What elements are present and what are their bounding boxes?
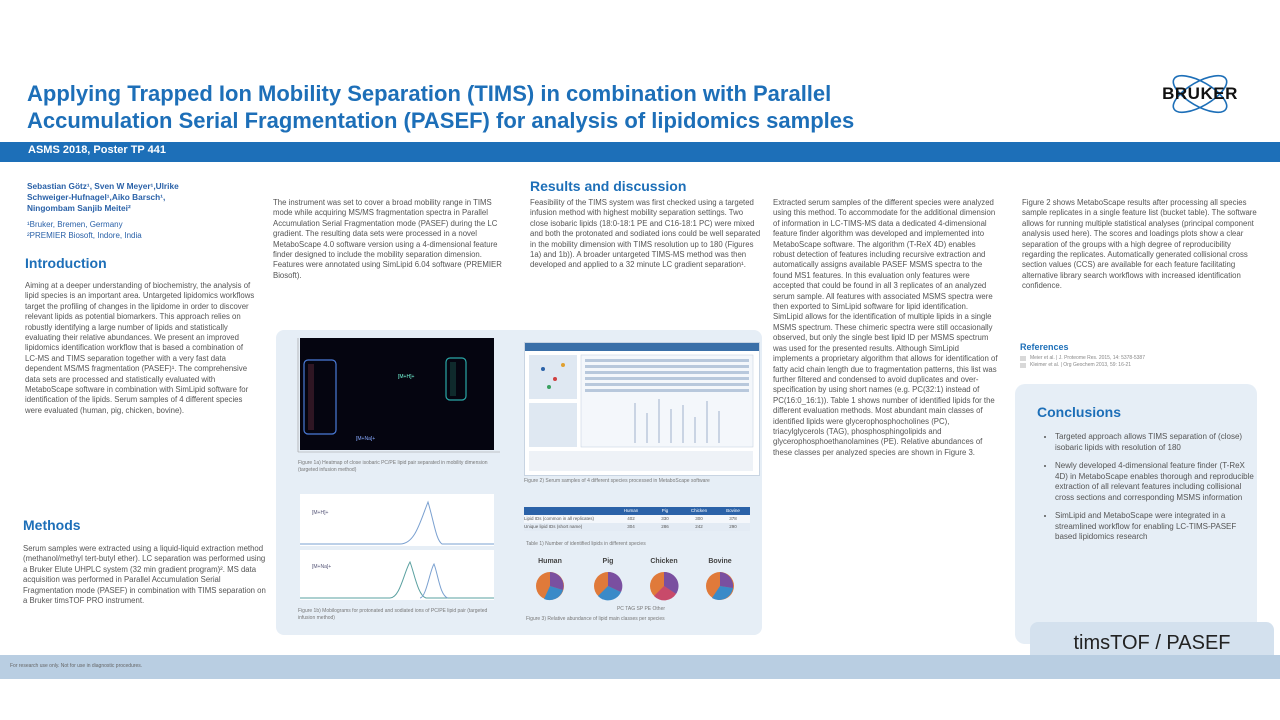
logo-text: BRUKER bbox=[1162, 84, 1238, 103]
references-heading: References bbox=[1020, 342, 1069, 352]
pie-title-human: Human bbox=[538, 558, 562, 565]
conclusion-item: • SimLipid and MetaboScape were integrated in a streamlined workflow for enabling LC-TIMS-PASEF based lipidomics research bbox=[1055, 511, 1255, 543]
affiliation: ²PREMIER Biosoft, Indore, India bbox=[27, 230, 142, 240]
table-cell: 402 bbox=[627, 516, 635, 521]
instrument-text: The instrument was set to cover a broad mobility range in TIMS mode while acquiring MS/MS fragmentation spectra in Parallel Accumulation Serial Fragmentation mode (PASEF) during the LC gradient. The resulting data sets were processed in a novel MetaboScape 4.0 software version using a 4-dimensional feature finder designed to include the mobility separation dimension. Features were annotated using SimLipid 6.04 software (PREMIER Biosoft). bbox=[273, 198, 502, 280]
fig1b-mobilogram bbox=[290, 492, 500, 602]
fig1a-heatmap bbox=[290, 338, 500, 454]
table-cell: 330 bbox=[661, 516, 669, 521]
reference-item: Meier et al. | J. Proteome Res. 2015, 14: 5378-5387 bbox=[1020, 355, 1260, 362]
tagline-text: timsTOF / PASEF bbox=[1073, 632, 1231, 654]
table-cell: 378 bbox=[729, 516, 737, 521]
affiliations bbox=[27, 220, 252, 241]
pie-bovine bbox=[706, 572, 734, 600]
fig2-caption: Figure 2) Serum samples of 4 different species processed in MetaboScape software bbox=[524, 478, 710, 484]
table-caption: Table 1) Number of identified lipids in different species bbox=[526, 541, 646, 547]
heatmap-plot bbox=[290, 338, 500, 454]
table-header-cell bbox=[524, 507, 614, 515]
affiliation: ¹Bruker, Bremen, Germany bbox=[27, 220, 123, 229]
table-header-cell: Human bbox=[623, 508, 639, 513]
analysis-text: Extracted serum samples of the different species were analyzed using this method. To accommodate for the additional dimension of information in LC-TIMS-MS data a dedicated 4-dimensional feature finder algorithm was developed and implemented into MetaboScape software. The algorithm (T-ReX 4D) enables robust detection of features including recursive extraction and automatically assigns available PASEF MSMS spectra to the found MS1 features. In this evaluation only features were accepted that could be found in all 3 replicates of an analyzed serum sample. All features with associated MSMS spectra were then exported to SimLipid software for lipid identification. SimLipid allows for the identification of multiple lipids in a single MSMS spectrum. These chimeric spectra were still occasionally observed, but only the single best lipid ID per MSMS spectrum was used for the presented results. Although SimLipid implements a proprietary algorithm that allows for identification of fatty acid chain length due to fragmentation patterns, this list was further filtered and condensed to avoid duplicates and over-specification by using short names (e.g. PC(32:1) instead of PC(16:0_16:1)). Table 1 shows number of identified lipids for the different evaluation methods. Most abundant main classes of identified lipids were glycerophosphocholines (PC), triacylglycerols (TAG), phosphosphingolipids and glycerophosphoethanolamines (PE). Relative abundances of these classes per analyzed species are shown in Figure 3. bbox=[773, 198, 998, 457]
conclusions-list bbox=[1043, 432, 1255, 551]
author-list bbox=[27, 181, 252, 214]
header-band bbox=[0, 142, 1280, 162]
conclusion-item: • Targeted approach allows TIMS separation of (close) isobaric lipids with resolution of 180 bbox=[1055, 432, 1255, 453]
title-line-1: Applying Trapped Ion Mobility Separation (TIMS) in combination with Parallel bbox=[27, 81, 832, 106]
table-cell: 242 bbox=[695, 524, 703, 529]
author-line: Schweiger-Hufnagel¹,Aiko Barsch¹, bbox=[27, 192, 166, 202]
pie-legend: PC TAG SP PE Other bbox=[616, 606, 666, 612]
fig1a-caption: Figure 1a) Heatmap of close isobaric PC/PE lipid pair separated in mobility dimension (targeted infusion method) bbox=[298, 460, 488, 473]
table-cell: 304 bbox=[627, 524, 635, 529]
lipid-table bbox=[524, 507, 750, 531]
pie-charts bbox=[526, 568, 756, 604]
table-cell: 290 bbox=[729, 524, 737, 529]
pie-title-chicken: Chicken bbox=[650, 558, 678, 565]
results-text: Feasibility of the TIMS system was first checked using a targeted infusion method with highest mobility separation settings. Two close isobaric lipids (18:0-18:1 PE and C16-18:1 PC) were mixed and both the protonated and sodiated ions could be well separated in the mobility dimension with TIMS resolution up to 180 (Figures 1a) and 1b)). A broader untargeted TIMS-MS method was then developed and applied to a 32 minute LC gradient separation¹. bbox=[530, 198, 761, 270]
pie-title-bovine: Bovine bbox=[708, 558, 732, 565]
table-cell: Unique lipid IDs (short name) bbox=[524, 524, 583, 529]
heatmap-label-mh: [M+H]+ bbox=[398, 374, 415, 380]
references-list bbox=[1020, 355, 1260, 369]
table-row bbox=[524, 515, 750, 523]
figure-panel bbox=[276, 330, 762, 635]
fig3-caption: Figure 3) Relative abundance of lipid main classes per species bbox=[526, 616, 665, 622]
author-line: Sebastian Götz¹, Sven W Meyer¹,Ulrike bbox=[27, 181, 179, 191]
software-screenshot-graphic bbox=[525, 343, 759, 475]
title-line-2: Accumulation Serial Fragmentation (PASEF) for analysis of lipidomics samples bbox=[27, 108, 855, 133]
introduction-text: Aiming at a deeper understanding of biochemistry, the analysis of lipid species is an important area. Untargeted lipidomics workflows target the profiling of changes in the lipidome in order to discover relevant lipids as potential biomarkers. This approach relies on robustly identifying a large number of lipids and statistically evaluating their relative abundances. We present an improved lipidomics identification workflow that is based a combination of LC-MS and TIMS separation together with a very fast data dependent MS/MS fragmentation (PASEF)¹. The comprehensive data sets are processed and statistically evaluated with MetaboScape software in combination with SimLipid software for identification of the lipids. Serum samples of 4 different species were evaluated (human, pig, chicken, bovine). bbox=[25, 281, 255, 415]
metaboscape-text: Figure 2 shows MetaboScape results after processing all species sample replicates in a single feature list (bucket table). The software allows for running multiple statistical analyses (principal component analysis used here). The scores and loadings plots show a clear separation of the groups with a high degree of reproducibility regarding the replicates. Automatically generated collisional cross section values (CCS) are available for each feature facilitating alternative library search workflows with increased identification confidence. bbox=[1022, 198, 1257, 291]
mobilogram-label-mh: [M+H]+ bbox=[312, 510, 329, 516]
results-heading: Results and discussion bbox=[530, 178, 687, 194]
poster-id: ASMS 2018, Poster TP 441 bbox=[28, 144, 166, 156]
table-cell: 300 bbox=[695, 516, 703, 521]
methods-text: Serum samples were extracted using a liquid-liquid extraction method (methanol/methyl tert-butyl ether). LC separation was performed using a Bruker Elute UHPLC system (32 min gradient program)². MS data acquisition was performed in Parallel Accumulation Serial Fragmentation mode (PASEF) in combination with TIMS separation on a Bruker timsTOF PRO instrument. bbox=[23, 544, 266, 606]
introduction-heading: Introduction bbox=[25, 255, 107, 271]
fig1b-caption: Figure 1b) Mobilograms for protonated and sodiated ions of PC/PE lipid pair (targeted infusion method) bbox=[298, 608, 488, 621]
heatmap-label-mna: [M+Na]+ bbox=[356, 436, 376, 442]
table-header-cell: Bovine bbox=[726, 508, 740, 513]
reference-item: Kleimer et al. | Org Geochem 2013, 59: 16-21 bbox=[1020, 362, 1260, 369]
pie-title-pig: Pig bbox=[602, 558, 614, 565]
poster-title bbox=[27, 80, 1067, 134]
fig2-software-screenshot bbox=[524, 342, 760, 476]
table-cell: Lipid IDs (common in all replicates) bbox=[524, 516, 595, 521]
pie-pig bbox=[594, 572, 622, 600]
mobilogram-plot bbox=[290, 492, 500, 602]
table-header-cell: Pig bbox=[661, 508, 669, 513]
table-row bbox=[524, 523, 750, 531]
conclusion-item: • Newly developed 4-dimensional feature finder (T-ReX 4D) in MetaboScape enables thorough and reproducible extraction of all relevant features including collisional cross sections and corresponding MSMS information bbox=[1055, 461, 1255, 503]
methods-heading: Methods bbox=[23, 517, 81, 533]
pie-human bbox=[536, 572, 564, 600]
footer-band bbox=[0, 655, 1280, 679]
bruker-logo bbox=[1140, 62, 1260, 130]
table-header-cell: Chicken bbox=[690, 508, 708, 513]
author-line: Ningombam Sanjib Meitei² bbox=[27, 203, 131, 213]
table-cell: 286 bbox=[661, 524, 669, 529]
conclusions-box bbox=[1015, 384, 1257, 644]
pie-chicken bbox=[650, 572, 679, 600]
mobilogram-label-mna: [M+Na]+ bbox=[312, 564, 332, 570]
conclusions-heading: Conclusions bbox=[1037, 404, 1122, 420]
table-header-row bbox=[524, 507, 750, 515]
footer-disclaimer: For research use only. Not for use in diagnostic procedures. bbox=[10, 663, 143, 669]
